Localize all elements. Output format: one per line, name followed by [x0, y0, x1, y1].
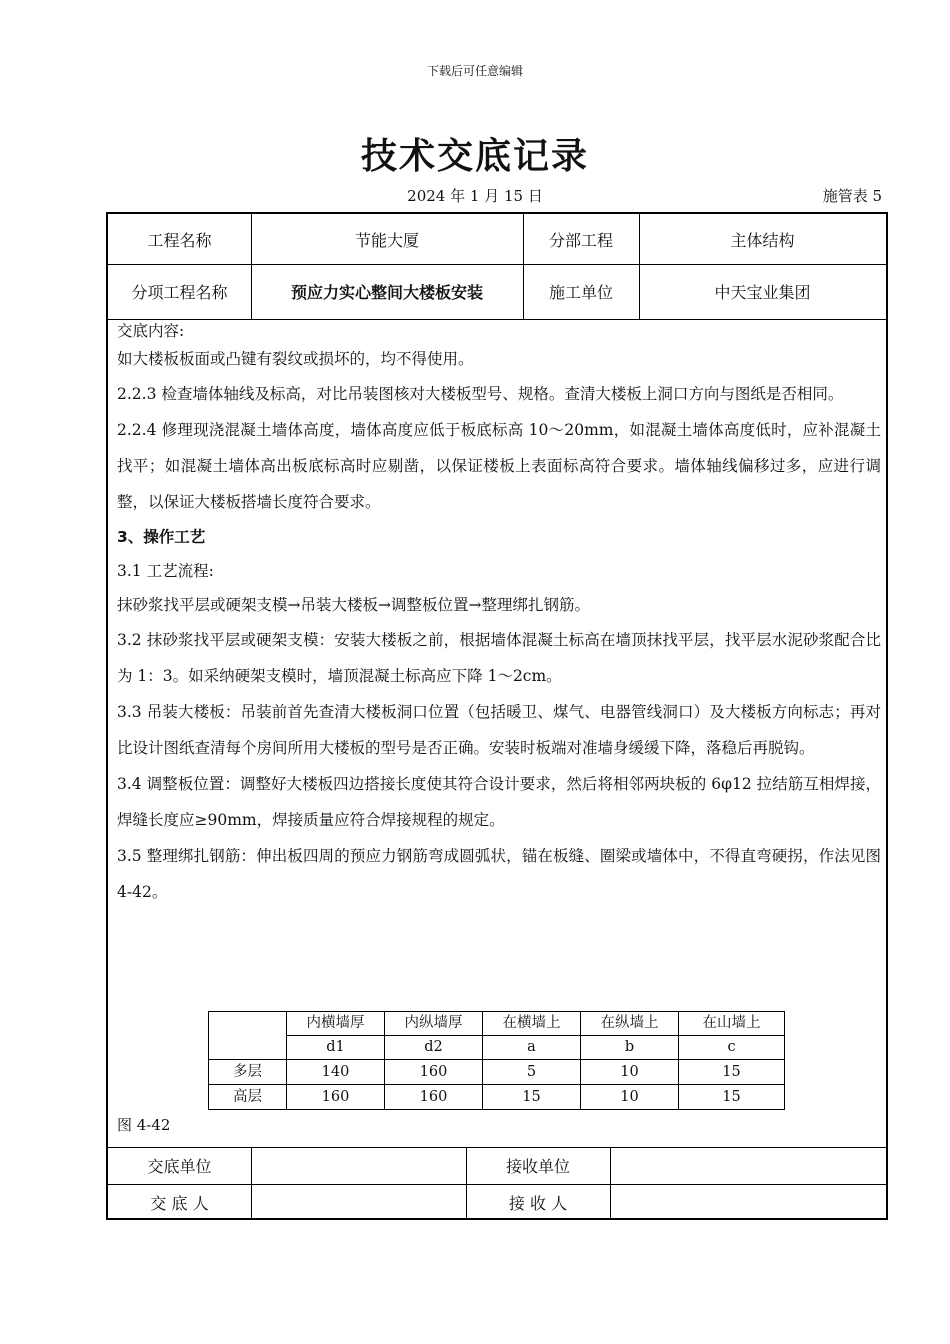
contractor-label: 施工单位	[548, 283, 613, 302]
table-cell: 15	[679, 1060, 785, 1085]
project-name-value: 节能大厦	[354, 230, 419, 250]
subitem-value: 预应力实心整间大楼板安装	[290, 283, 483, 302]
issuer-field	[251, 1184, 466, 1220]
header-note: 下载后可任意编辑	[426, 64, 523, 78]
table-cell: 160	[287, 1085, 385, 1110]
subitem-label: 分项工程名称	[131, 283, 228, 302]
form-number: 施管表 5	[822, 187, 882, 205]
table-header-cell: 在横墙上	[483, 1012, 581, 1036]
division-value: 主体结构	[730, 230, 795, 250]
content-paragraph: 3.3 吊装大楼板：吊装前首先查清大楼板洞口位置（包括暖卫、煤气、电器管线洞口）及大楼板方向标志；再对比设计图纸查清每个房间所用大楼板的型号是否正确。安装时板端对准墙身缓缓下降，落稳后再脱钩。	[117, 703, 881, 757]
table-header-cell: 在纵墙上	[581, 1012, 679, 1036]
content-paragraph: 2.2.3 检查墙体轴线及标高，对比吊装图核对大楼板型号、规格。查清大楼板上洞口方向与图纸是否相同。	[117, 385, 844, 403]
table-header-cell: 在山墙上	[679, 1012, 785, 1036]
table-row	[209, 1085, 785, 1110]
table-header-cell: b	[581, 1036, 679, 1060]
document-date: 2024 年 1 月 15 日	[407, 187, 543, 205]
figure-data-table	[208, 1011, 785, 1110]
figure-caption: 图 4-42	[117, 1116, 171, 1134]
row-label: 高层	[209, 1085, 287, 1110]
table-header-row	[209, 1012, 785, 1036]
table-corner-cell	[209, 1012, 287, 1060]
issuer-unit-label: 交底单位	[147, 1157, 212, 1176]
content-paragraph: 2.2.4 修理现浇混凝土墙体高度，墙体高度应低于板底标高 10～20mm，如混凝土墙体高度低时，应补混凝土找平；如混凝土墙体高出板底标高时应剔凿，以保证楼板上表面标高符合要求。墙体轴线偏移过多，应进行调整，以保证大楼板搭墙长度符合要求。	[117, 421, 881, 511]
content-paragraph: 3.5 整理绑扎钢筋：伸出板四周的预应力钢筋弯成圆弧状，锚在板缝、圈梁或墙体中，不得直弯硬拐，作法见图 4-42。	[117, 847, 881, 901]
content-paragraph: 3.4 调整板位置：调整好大楼板四边搭接长度使其符合设计要求，然后将相邻两块板的 6φ12 拉结筋互相焊接，焊缝长度应≥90mm，焊接质量应符合焊接规程的规定。	[117, 775, 881, 829]
table-header-cell: d1	[287, 1036, 385, 1060]
table-cell: 160	[385, 1085, 483, 1110]
issuer-unit-field	[251, 1147, 466, 1184]
table-header-cell: 内纵墙厚	[385, 1012, 483, 1036]
table-cell: 140	[287, 1060, 385, 1085]
receiver-unit-field	[610, 1147, 886, 1184]
table-header-cell: a	[483, 1036, 581, 1060]
table-header-cell: c	[679, 1036, 785, 1060]
table-row	[209, 1060, 785, 1085]
division-label: 分部工程	[548, 230, 613, 250]
issuer-label: 交 底 人	[150, 1193, 209, 1213]
disclosure-content	[117, 320, 881, 910]
receiver-field	[610, 1184, 886, 1220]
table-cell: 160	[385, 1060, 483, 1085]
contractor-value: 中天宝业集团	[714, 283, 811, 302]
content-paragraph: 如大楼板板面或凸键有裂纹或损坏的，均不得使用。	[117, 350, 474, 368]
document-title: 技术交底记录	[360, 136, 589, 177]
row-label: 多层	[209, 1060, 287, 1085]
table-cell: 5	[483, 1060, 581, 1085]
project-name-label: 工程名称	[147, 230, 212, 250]
receiver-label: 接 收 人	[508, 1193, 568, 1213]
record-form	[106, 212, 888, 1220]
table-header-row	[209, 1036, 785, 1060]
table-cell: 15	[483, 1085, 581, 1110]
content-label: 交底内容:	[117, 322, 185, 340]
table-cell: 15	[679, 1085, 785, 1110]
receiver-unit-label: 接收单位	[505, 1157, 570, 1176]
table-cell: 10	[581, 1060, 679, 1085]
content-paragraph: 3.2 抹砂浆找平层或硬架支模：安装大楼板之前，根据墙体混凝土标高在墙顶抹找平层，找平层水泥砂浆配合比为 1：3。如采纳硬架支模时，墙顶混凝土标高应下降 1～2cm。	[117, 631, 881, 685]
table-header-cell: 内横墙厚	[287, 1012, 385, 1036]
content-paragraph: 3.1 工艺流程:	[117, 562, 214, 580]
table-header-cell: d2	[385, 1036, 483, 1060]
table-cell: 10	[581, 1085, 679, 1110]
content-paragraph: 抹砂浆找平层或硬架支模→吊装大楼板→调整板位置→整理绑扎钢筋。	[117, 596, 590, 614]
section-heading: 3、操作工艺	[117, 528, 206, 546]
